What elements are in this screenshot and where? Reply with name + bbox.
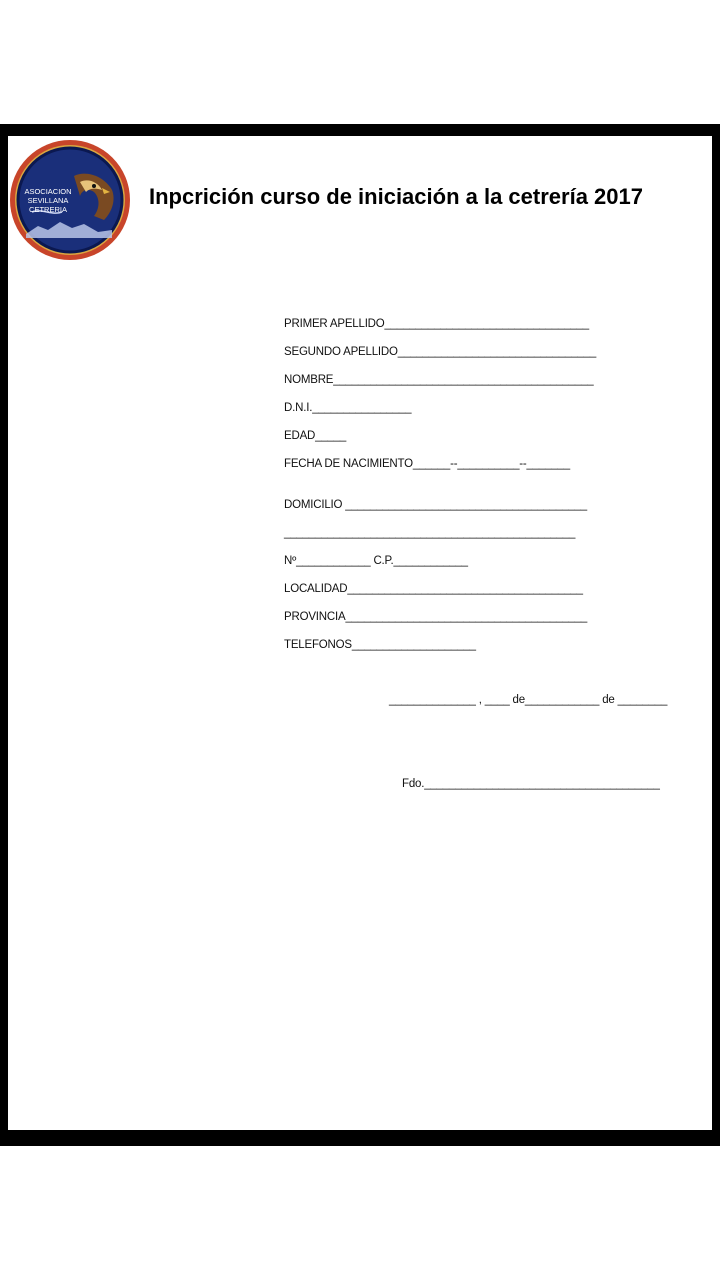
document-frame	[0, 124, 720, 1146]
field-nombre: NOMBRE__________________________________________	[284, 374, 594, 386]
page-title: Inpcrición curso de iniciación a la cetrería 2017	[149, 184, 643, 209]
form-page	[8, 136, 712, 1130]
field-telefonos: TELEFONOS____________________	[284, 639, 476, 651]
field-dni: D.N.I.________________	[284, 402, 412, 414]
signature-line: Fdo.______________________________________	[402, 778, 660, 790]
field-numero-cp: Nº____________ C.P.____________	[284, 555, 468, 567]
field-segundo-apellido: SEGUNDO APELLIDO________________________________	[284, 346, 597, 358]
field-domicilio-continued: _______________________________________________	[284, 527, 576, 539]
logo-line-3: CETRERIA	[29, 205, 67, 214]
logo-line-1: ASOCIACION	[24, 187, 72, 196]
date-line: ______________ , ____ de____________ de ________	[389, 694, 668, 706]
field-domicilio: DOMICILIO _______________________________________	[284, 499, 587, 511]
association-logo	[8, 138, 132, 262]
logo-line-2: SEVILLANA	[27, 196, 69, 205]
field-provincia: PROVINCIA_______________________________________	[284, 611, 588, 623]
field-edad: EDAD_____	[284, 430, 347, 442]
field-fecha-nacimiento: FECHA DE NACIMIENTO______--__________--_______	[284, 458, 570, 470]
field-primer-apellido: PRIMER APELLIDO_________________________________	[284, 318, 589, 330]
field-localidad: LOCALIDAD______________________________________	[284, 583, 583, 595]
